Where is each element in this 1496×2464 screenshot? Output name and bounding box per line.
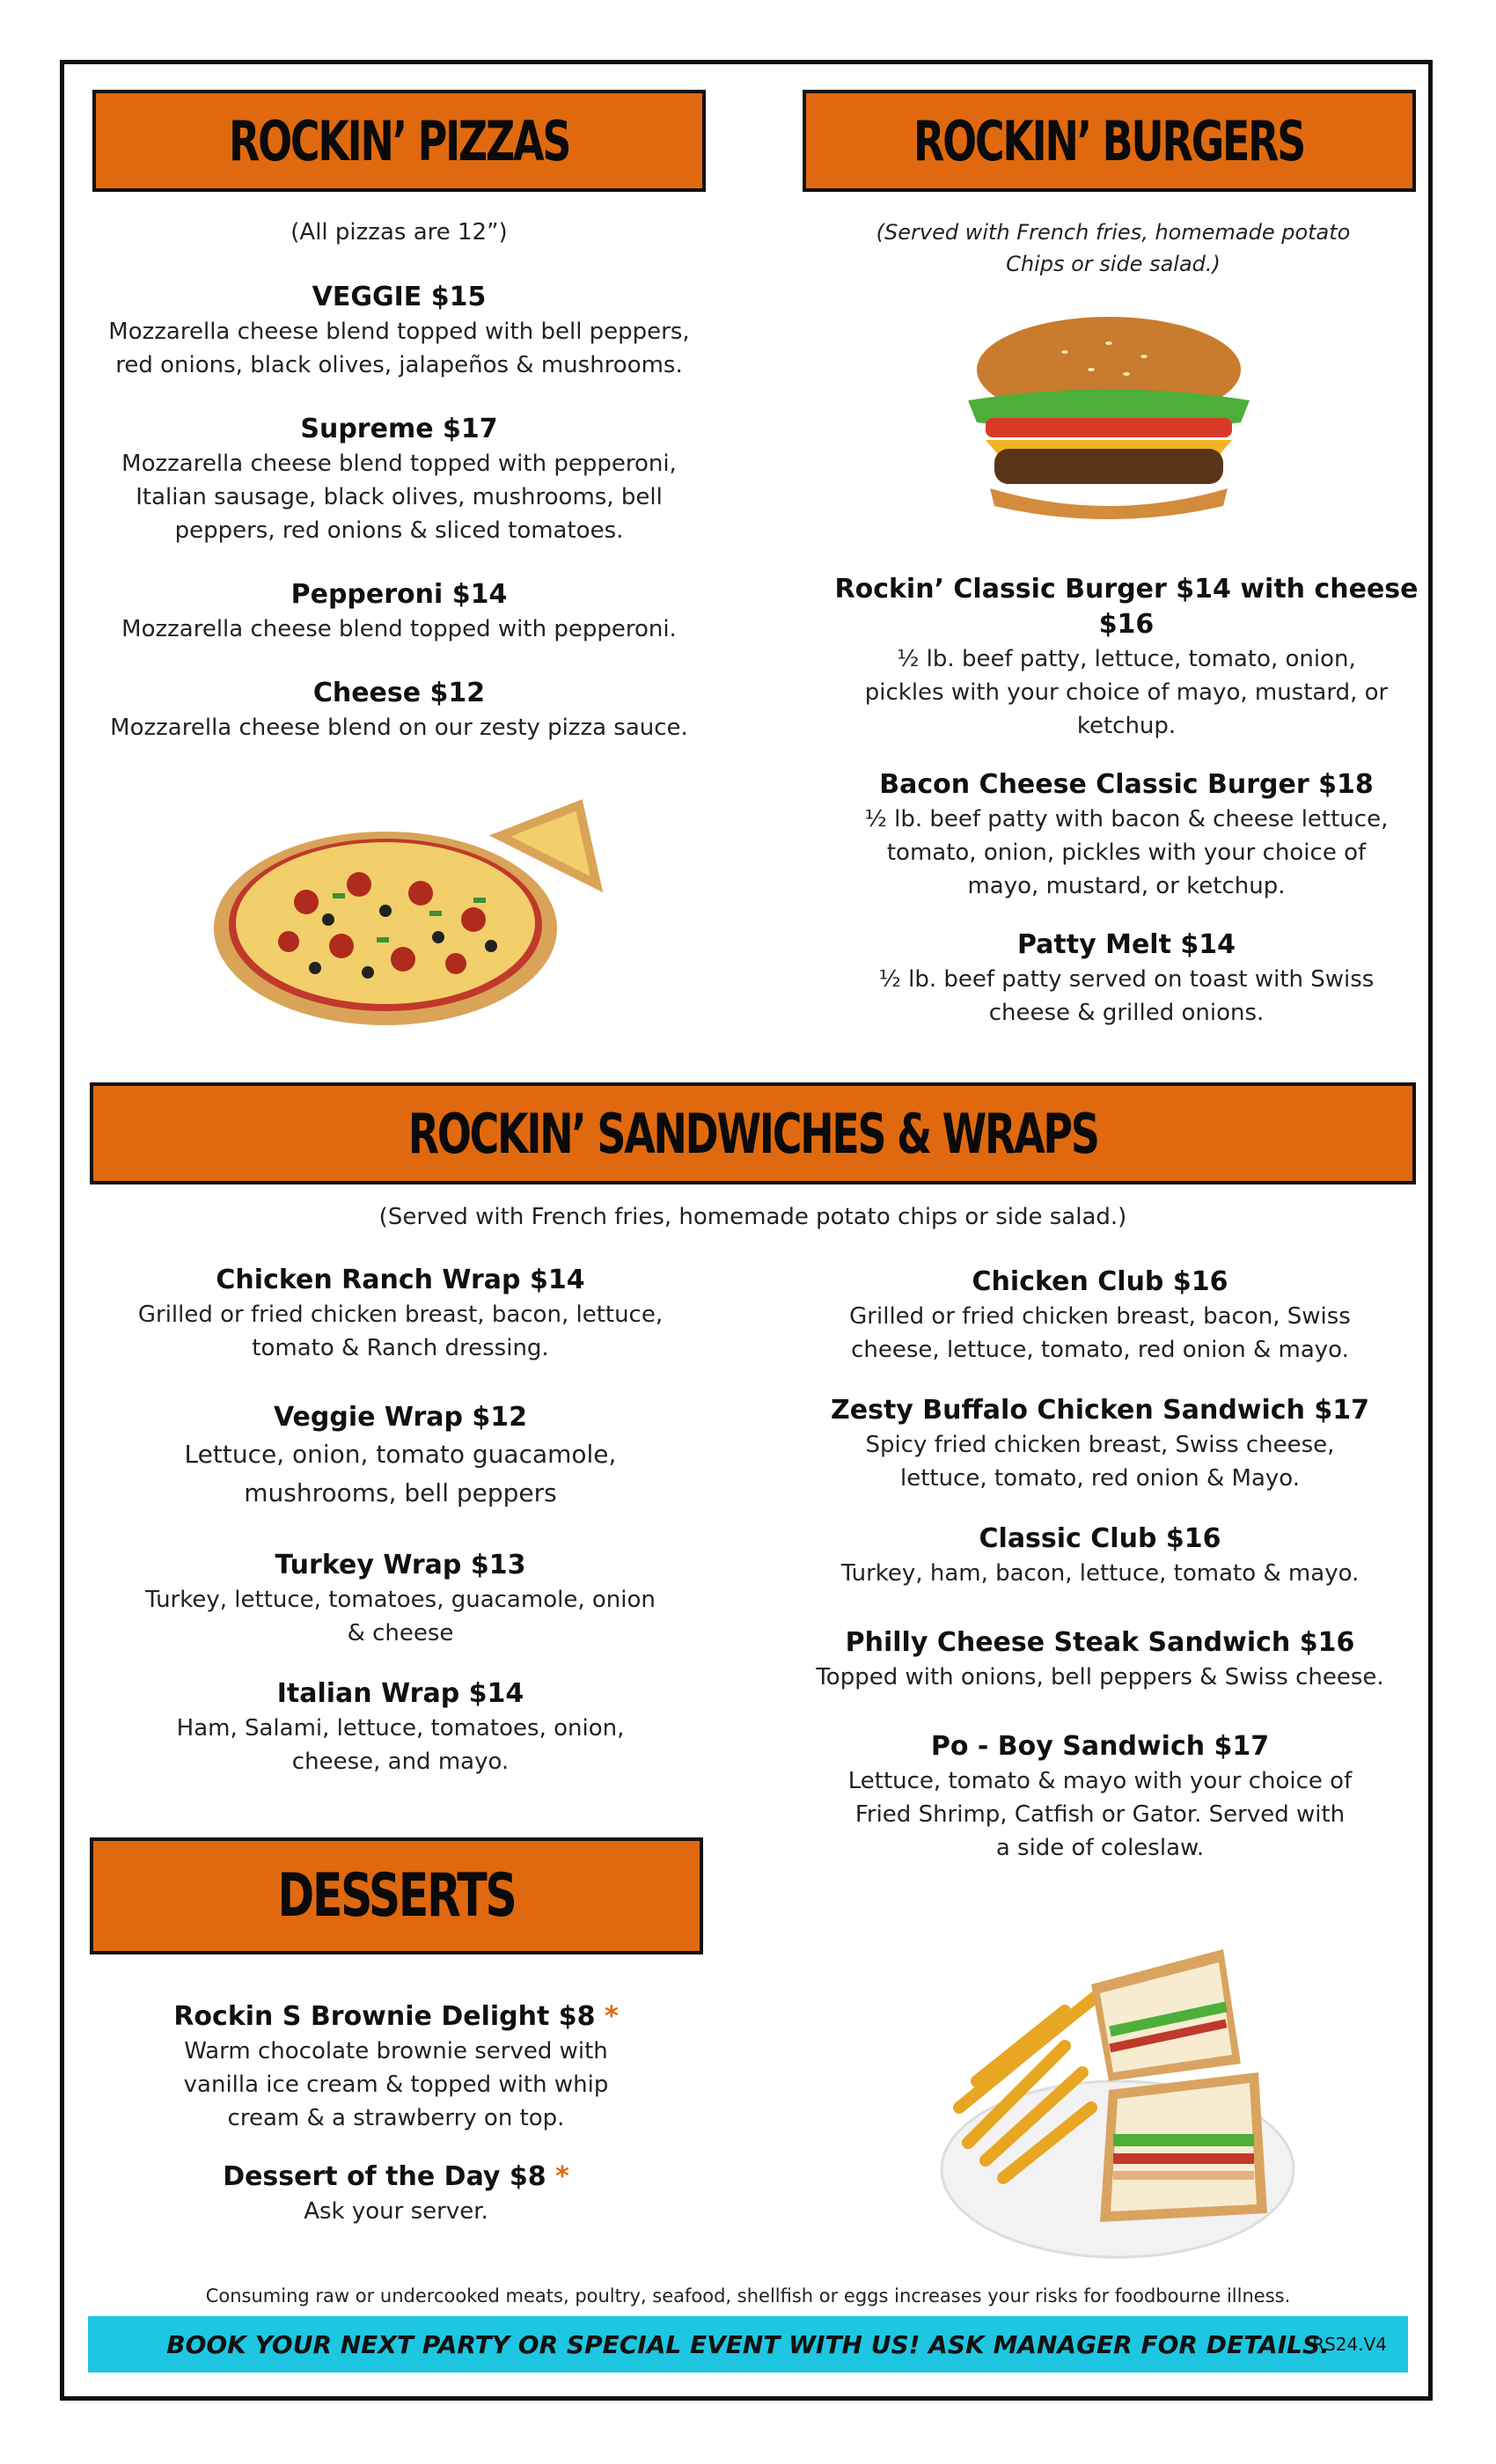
item-name: Patty Melt $14 xyxy=(1017,929,1236,960)
item-desc: ½ lb. beef patty with bacon & cheese lettuce, tomato, onion, pickles with your choice of mayo, mustard, or ketchup. xyxy=(864,806,1389,899)
list-item xyxy=(810,1265,1390,1367)
item-name: VEGGIE $15 xyxy=(312,282,487,312)
item-desc: Ham, Salami, lettuce, tomatoes, onion, cheese, and mayo. xyxy=(176,1715,625,1775)
item-desc: Turkey, ham, bacon, lettuce, tomato & mayo. xyxy=(840,1560,1360,1587)
burgers-note: (Served with French fries, homemade potato Chips or side salad.) xyxy=(876,220,1351,276)
desserts-list xyxy=(123,1999,669,2258)
item-name: Turkey Wrap $13 xyxy=(275,1550,526,1580)
item-name xyxy=(123,1999,669,2035)
item-desc: Grilled or fried chicken breast, bacon, Swiss cheese, lettuce, tomato, red onion & mayo. xyxy=(849,1303,1351,1363)
item-name: Italian Wrap $14 xyxy=(276,1678,524,1709)
pizzas-header: ROCKIN’ PIZZAS xyxy=(92,90,706,192)
item-desc: Mozzarella cheese blend topped with pepperoni, Italian sausage, black olives, mushrooms, bell peppers, red onions & sliced tomatoes. xyxy=(121,451,677,544)
version-code: RS24.V4 xyxy=(1312,2334,1387,2355)
item-name: Veggie Wrap $12 xyxy=(273,1402,528,1433)
list-item xyxy=(106,676,693,744)
item-name: Supreme $17 xyxy=(300,414,498,444)
item-desc: Grilled or fried chicken breast, bacon, lettuce, tomato & Ranch dressing. xyxy=(137,1302,664,1361)
item-name: Chicken Ranch Wrap $14 xyxy=(216,1265,585,1295)
item-desc: Mozzarella cheese blend topped with pepperoni. xyxy=(121,616,677,642)
item-name: Rockin’ Classic Burger $14 with cheese $16 xyxy=(834,574,1419,640)
list-item xyxy=(823,572,1430,743)
item-desc: Mozzarella cheese blend on our zesty pizza sauce. xyxy=(110,715,688,741)
sandwich-fries-image xyxy=(933,1932,1302,2266)
sandwiches-right-list xyxy=(810,1265,1390,1895)
item-desc: Spicy fried chicken breast, Swiss cheese, lettuce, tomato, red onion & Mayo. xyxy=(865,1432,1335,1492)
list-item xyxy=(106,280,693,382)
item-desc: ½ lb. beef patty, lettuce, tomato, onion, pickles with your choice of mayo, mustard, or ketchup. xyxy=(864,646,1389,739)
list-item xyxy=(136,1263,664,1365)
item-name xyxy=(123,2160,669,2195)
sandwiches-header: ROCKIN’ SANDWICHES & WRAPS xyxy=(90,1082,1416,1184)
item-desc: Topped with onions, bell peppers & Swiss cheese. xyxy=(816,1664,1384,1690)
item-desc: Turkey, lettuce, tomatoes, guacamole, onion & cheese xyxy=(145,1587,656,1646)
item-desc: Warm chocolate brownie served with vanilla ice cream & topped with whip cream & a strawberry on top. xyxy=(183,2038,609,2131)
item-name: Philly Cheese Steak Sandwich $16 xyxy=(845,1627,1355,1658)
item-desc: Mozzarella cheese blend topped with bell peppers, red onions, black olives, jalapeños & mushrooms. xyxy=(108,319,690,378)
list-item xyxy=(106,577,693,646)
food-safety-warning: Consuming raw or undercooked meats, poultry, seafood, shellfish or eggs increases your risks for foodbourne illness. xyxy=(205,2285,1291,2306)
list-item xyxy=(810,1393,1390,1495)
item-name: Cheese $12 xyxy=(312,678,486,708)
list-item xyxy=(823,928,1430,1030)
asterisk-icon: * xyxy=(555,2161,569,2192)
asterisk-icon: * xyxy=(604,2001,619,2032)
item-desc: Lettuce, onion, tomato guacamole, mushrooms, bell peppers xyxy=(184,1440,617,1507)
list-item xyxy=(123,1999,669,2135)
burgers-header: ROCKIN’ BURGERS xyxy=(803,90,1416,192)
event-banner xyxy=(88,2316,1408,2372)
pizza-image xyxy=(209,788,605,1034)
list-item xyxy=(823,767,1430,903)
item-name: Po - Boy Sandwich $17 xyxy=(930,1731,1270,1762)
item-desc: Ask your server. xyxy=(304,2198,488,2225)
list-item xyxy=(136,1676,664,1778)
item-name: Classic Club $16 xyxy=(979,1523,1221,1554)
sandwiches-note: (Served with French fries, homemade potato chips or side salad.) xyxy=(378,1204,1127,1230)
burger-image xyxy=(942,308,1276,537)
item-desc: Lettuce, tomato & mayo with your choice of Fried Shrimp, Catfish or Gator. Served with a side of coleslaw. xyxy=(847,1768,1353,1861)
item-name: Chicken Club $16 xyxy=(972,1266,1228,1297)
item-name-text: Dessert of the Day $8 xyxy=(223,2161,546,2192)
pizzas-note: (All pizzas are 12”) xyxy=(290,219,508,246)
list-item xyxy=(123,2160,669,2228)
desserts-header: DESSERTS xyxy=(90,1837,703,1954)
item-name: Pepperoni $14 xyxy=(290,579,508,610)
event-banner-text: BOOK YOUR NEXT PARTY OR SPECIAL EVENT WITH US! ASK MANAGER FOR DETAILS. xyxy=(166,2329,1330,2359)
list-item xyxy=(810,1729,1390,1865)
list-item xyxy=(136,1400,664,1513)
item-name: Bacon Cheese Classic Burger $18 xyxy=(879,769,1374,800)
list-item xyxy=(136,1548,664,1650)
list-item xyxy=(106,412,693,547)
sandwiches-left-list xyxy=(136,1263,664,1808)
item-desc: ½ lb. beef patty served on toast with Swiss cheese & grilled onions. xyxy=(878,966,1375,1026)
pizzas-list xyxy=(106,280,693,774)
list-item xyxy=(810,1625,1390,1694)
item-name: Zesty Buffalo Chicken Sandwich $17 xyxy=(830,1395,1370,1426)
burgers-list xyxy=(823,572,1430,1060)
list-item xyxy=(810,1522,1390,1590)
item-name-text: Rockin S Brownie Delight $8 xyxy=(173,2001,596,2032)
